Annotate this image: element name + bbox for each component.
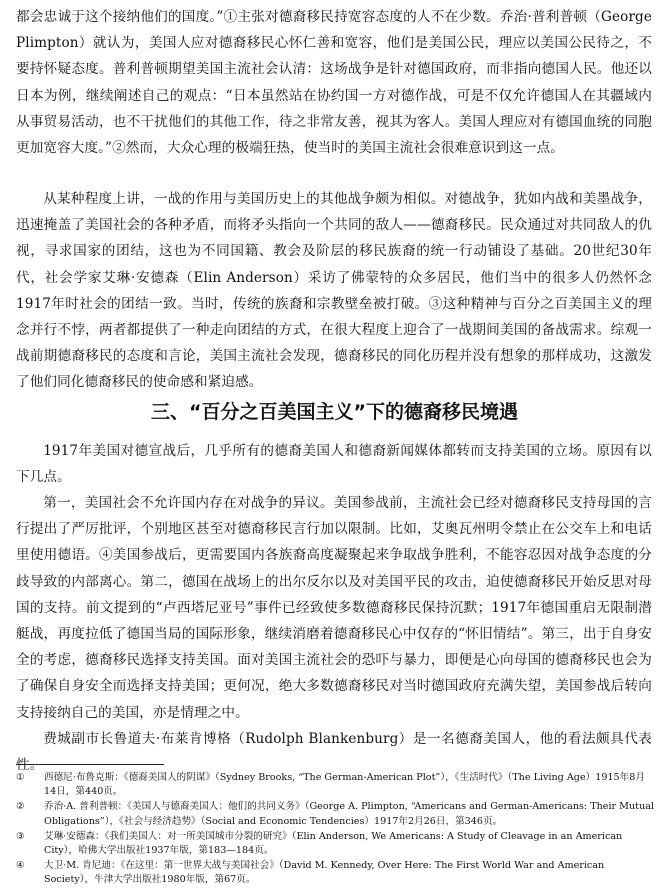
paragraph-1: 都会忠诚于这个接纳他们的国度。”①主张对德裔移民持宽容态度的人不在少数。乔治·普利普顿（George Plimpton）就认为，美国人应对德裔移民心怀仁善和宽容，他们是美国公民，理应以美国公民待之，不要持怀疑态度。普利普顿期望美国主流社会认清：这场战争是针对德国政府，而非指向德国人民。他还以日本为例，继续阐述自己的观点：“日本虽然站在协约国一方对德作战，可是不仅允许德国人在其疆域内从事贸易活动，也不干扰他们的其他工作，待之非常友善，视其为客人。美国人理应对有德国血统的同胞更加宽容大度。”②然而，大众心理的极端狂热，使当时的美国主流社会很难意识到这一点。 (16, 9, 652, 157)
paragraph-5: 费城副市长鲁道夫·布莱肯博格（Rudolph Blankenburg）是一名德裔美国人，他的看法颇具代表性。 (16, 731, 652, 774)
footnote-text: 大卫·M. 肯尼迪：《在这里：第一世界大战与美国社会》（David M. Kennedy, Over Here: The First World War and American Society），牛津大学出版社1980年版，第67页。 (44, 860, 605, 886)
footnote-1 (16, 771, 656, 799)
footnote-text: 西德尼·布鲁克斯：《德裔美国人的阴谋》（Sydney Brooks, “The German-American Plot”），《生活时代》（The Living Age）1915年8月14日，第440页。 (44, 772, 645, 798)
footnote-text: 乔治·A. 普利普顿：《美国人与德裔美国人：他们的共同义务》（George A. Plimpton, “Americans and German-Americans: Their Mutual Obligations”），《社会与经济趋势》（Social and Economic Tendencies）1917年2月26日，第346页。 (44, 801, 654, 827)
footnote-marker: ① (16, 772, 25, 783)
footnote-marker: ② (16, 801, 25, 813)
paragraph-4: 第一，美国社会不允许国内存在对战争的异议。美国参战前，主流社会已经对德裔移民支持母国的言行提出了严厉批评，个别地区甚至对德裔移民言行加以限制。比如，艾奥瓦州明令禁止在公交车上和电话里使用德语。④美国参战后，更需要国内各族裔高度凝聚起来争取战争胜利，不能容忍因对战争态度的分歧导致的内部离心。第二，德国在战场上的出尔反尔以及对美国平民的攻击，迫使德裔移民开始反思对母国的支持。前文提到的“卢西塔尼亚号”事件已经致使多数德裔移民保持沉默；1917年德国重启无限制潜艇战，再度拉低了德国当局的国际形象，继续消磨着德裔移民心中仅存的“怀旧情结”。第三，出于自身安全的考虑，德裔移民选择支持美国。面对美国主流社会的恐吓与暴力，即便是心向母国的德裔移民也会为了确保自身安全而选择支持美国；更何况，绝大多数德裔移民对当时德国政府充满失望，美国参战后转向支持接纳自己的美国，亦是情理之中。 (16, 495, 652, 721)
paragraph-2: 从某种程度上讲，一战的作用与美国历史上的其他战争颇为相似。对德战争，犹如内战和美墨战争，迅速掩盖了美国社会的各种矛盾，而将矛头指向一个共同的敌人——德裔移民。民众通过对共同敌人的仇视，寻求国家的团结，这也为不同国籍、教会及阶层的移民族裔的统一行动铺设了基础。20世纪30年代，社会学家艾琳·安德森（Elin Anderson）采访了佛蒙特的众多居民，他们当中的很多人仍然怀念1917年时社会的团结一致。当时，传统的族裔和宗教壁垒被打破。③这种精神与百分之百美国主义的理念并行不悖，两者都提供了一种走向团结的方式，在很大程度上迎合了一战期间美国的备战需求。综观一战前期德裔移民的态度和言论，美国主流社会发现，德裔移民的同化历程并没有想象的那样成功，这激发了他们同化德裔移民的使命感和紧迫感。 (16, 191, 652, 391)
footnote-marker: ③ (16, 830, 25, 842)
footnote-4 (16, 859, 656, 887)
paragraph-3: 1917年美国对德宣战后，几乎所有的德裔美国人和德裔新闻媒体都转而支持美国的立场。原因有以下几点。 (16, 443, 652, 486)
footnote-divider (16, 764, 164, 765)
footnote-text: 艾琳·安德森：《我们美国人：对一所美国城市分裂的研究》（Elin Anderson, We Americans: A Study of Cleavage in an American City），哈佛大学出版社1937年版，第183—184页。 (44, 830, 623, 857)
footnote-2 (16, 800, 656, 828)
footnote-3 (16, 830, 656, 858)
section-heading: 三、“百分之百美国主义”下的德裔移民境遇 (151, 401, 518, 423)
footnote-marker: ④ (16, 860, 25, 872)
footnotes (16, 771, 656, 889)
